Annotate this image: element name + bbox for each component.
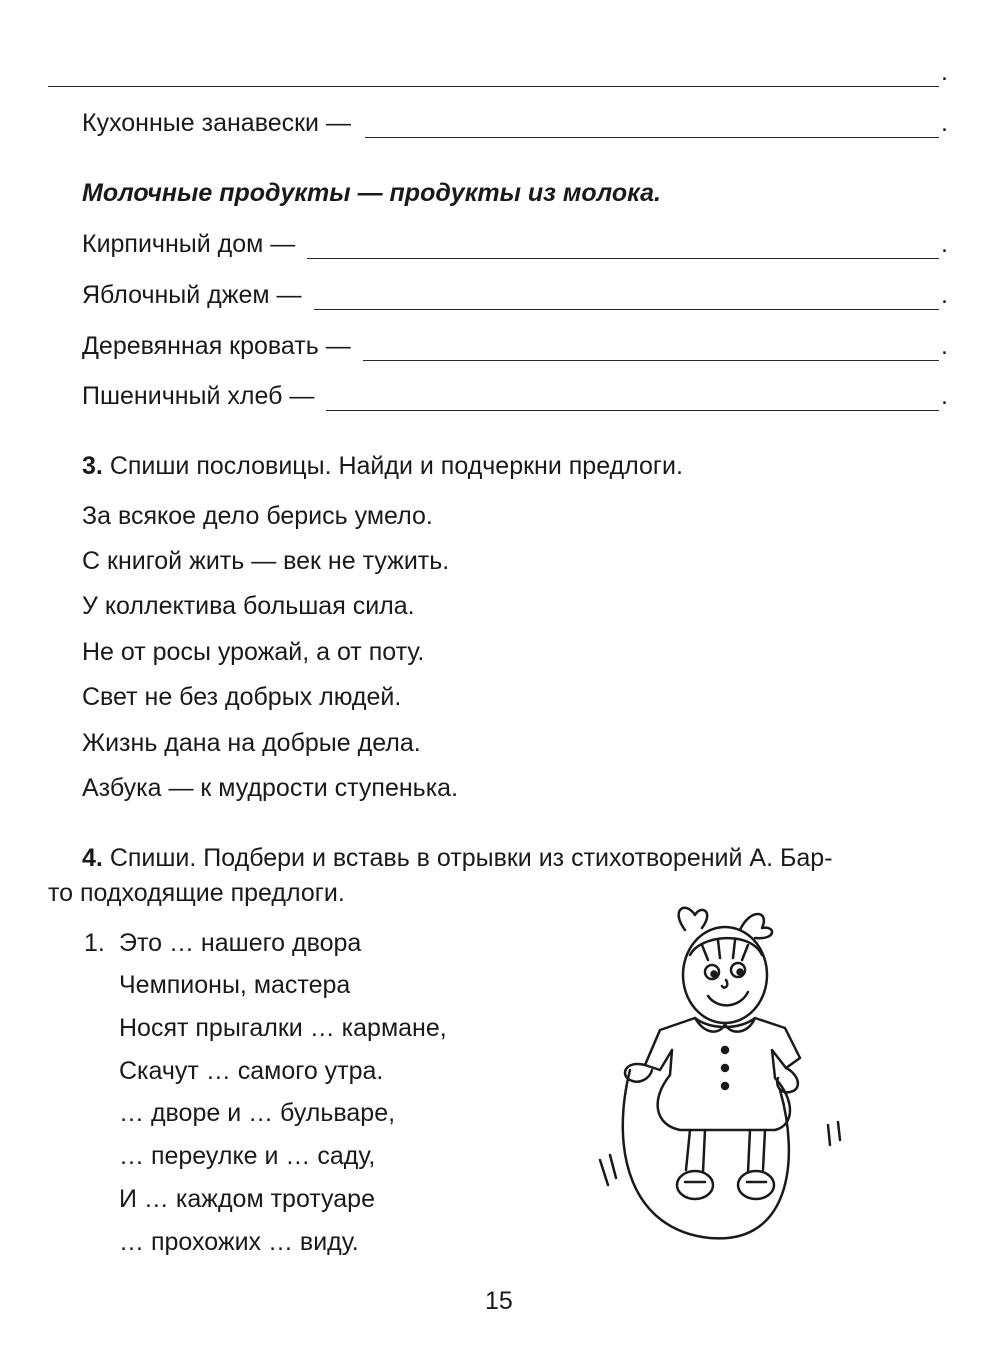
example-sentence: Молочные продукты — продукты из молока. [82,179,661,207]
exercise-instruction: Спиши пословицы. Найди и подчеркни предлоги. [109,452,683,480]
phrase-row-brick-house [82,229,948,259]
proverb: С книгой жить — век не тужить. [82,547,450,575]
phrase-text: Пшеничный хлеб — [82,382,315,410]
line-end-period: . [941,332,948,360]
phrase-row-wooden-bed [82,331,948,361]
line-end-period: . [941,281,948,309]
line-end-period: . [941,382,948,410]
exercise-4-heading [82,843,833,873]
answer-line[interactable] [365,115,939,138]
exercise-number: 4. [82,844,103,872]
poem-line: … прохожих … виду. [119,1228,359,1256]
phrase-row-wheat-bread [82,381,948,411]
exercise-4-instruction-cont: то подходящие предлоги. [48,879,345,907]
proverb: Жизнь дана на добрые дела. [82,729,421,757]
line-end-period: . [941,109,948,137]
line-end-period: . [941,230,948,258]
phrase-text: Кухонные занавески — [82,109,351,137]
poem-line: И … каждом тротуаре [119,1185,375,1213]
girl-jumping-rope-illustration [590,900,860,1250]
proverb: Свет не без добрых людей. [82,683,402,711]
poem-line: Носят прыгалки … кармане, [119,1014,447,1042]
answer-line[interactable] [326,388,939,411]
phrase-text: Деревянная кровать — [82,332,351,360]
proverb: Не от росы урожай, а от поту. [82,638,425,666]
answer-line-top[interactable] [48,58,948,87]
exercise-instruction: Спиши. Подбери и вставь в отрывки из стихотворений А. Бар- [109,844,833,872]
answer-line[interactable] [314,287,940,310]
phrase-text: Кирпичный дом — [82,230,296,258]
poem-line: Скачут … самого утра. [119,1057,384,1085]
page-number: 15 [485,1287,513,1315]
proverb: Азбука — к мудрости ступенька. [82,774,459,802]
phrase-row-apple-jam [82,280,948,310]
poem-line: … дворе и … бульваре, [119,1099,396,1127]
line-end-period: . [941,58,948,86]
poem-line: … переулке и … саду, [119,1142,376,1170]
answer-line[interactable] [363,338,939,361]
poem-number: 1. [84,929,105,957]
exercise-3-heading [82,451,683,481]
poem-line: Это … нашего двора [119,929,362,957]
exercise-number: 3. [82,452,103,480]
proverb: У коллектива большая сила. [82,592,415,620]
proverb: За всякое дело берись умело. [82,502,433,530]
answer-line[interactable] [307,236,939,259]
phrase-row-kitchen-curtains [82,108,948,138]
phrase-text: Яблочный джем — [82,281,302,309]
poem-line: Чемпионы, мастера [119,971,351,999]
